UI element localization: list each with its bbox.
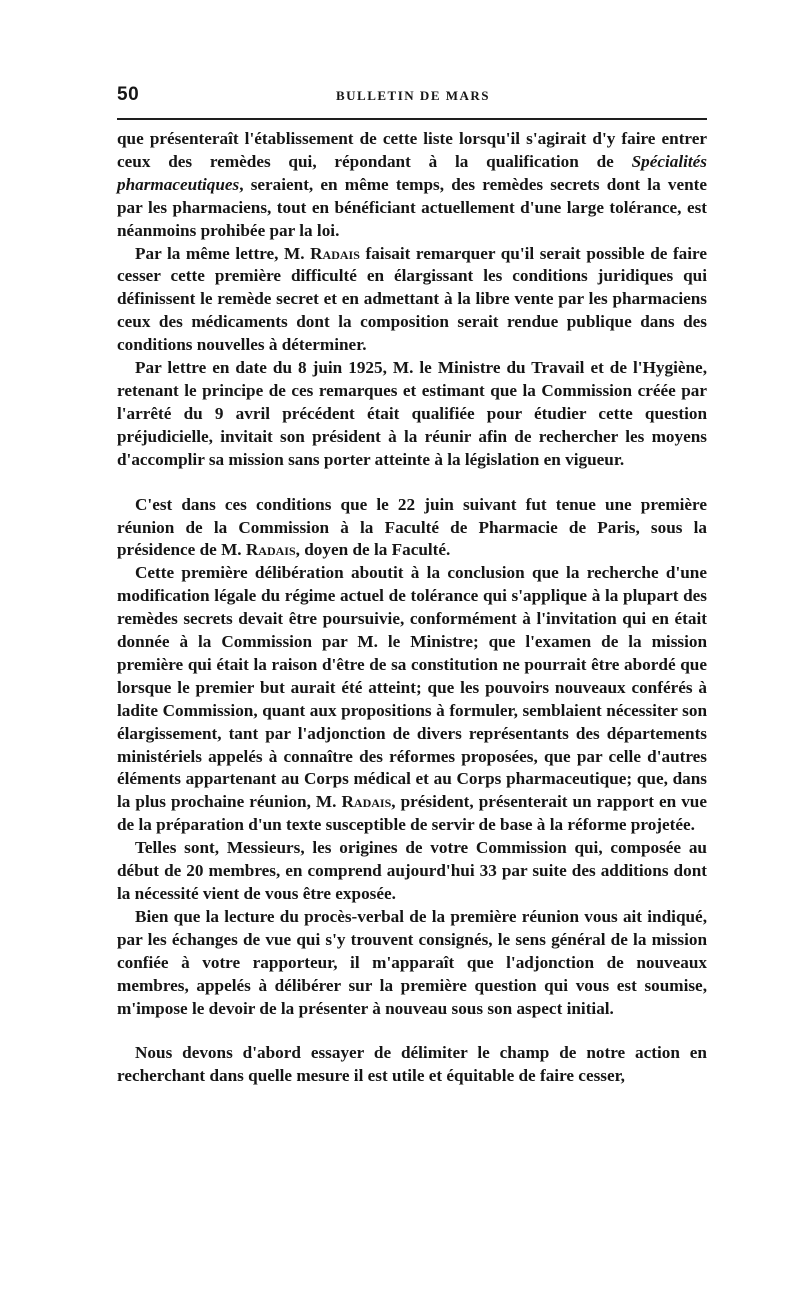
person-name: Radais	[245, 540, 296, 560]
page-header	[117, 84, 709, 112]
paragraph-continued: que présenteraît l'établissement de cette liste lorsqu'il s'agirait d'y faire entrer ceux des remèdes qui, répondant à la qualification de Spécialités pharmaceutiques, seraient, en même temps, des remèdes secrets dont la vente par les pharmaciens, tout en bénéficiant actuellement d'une large tolérance, est néanmoins prohibée par la loi.	[117, 129, 707, 240]
person-name: Radais	[341, 792, 392, 812]
header-rule	[117, 118, 707, 120]
paragraph-radais-remark: Par la même lettre, M. Radais faisait remarquer qu'il serait possible de faire cesser cette première difficulté en élargissant les conditions juridiques qui définissent le remède secret et en admettant à la libre vente par les pharmaciens ceux des médicaments dont la composition serait rendue publique dans des conditions nouvelles à déterminer.	[117, 243, 707, 355]
person-name: Radais	[310, 243, 360, 263]
running-title: BULLETIN DE MARS	[335, 88, 491, 103]
paragraph-deliberation: Cette première délibération aboutit à la conclusion que la recherche d'une modification légale du régime actuel de tolérance qui s'applique à la plupart des remèdes secrets devait être poursuivie, conformément à l'invitation qui en était donnée à la Commission par M. le Ministre; que l'examen de la mission première qui était la raison d'être de sa constitution ne pourrait être abordé que lorsque le premier but aurait été atteint; que les pouvoirs nouveaux conférés à ladite Commission, quant aux propositions à formuler, semblaient nécessiter son élargissement, tant par l'adjonction de divers représentants des départements ministériels appelés à connaître des réformes proposées, que par celle d'autres éléments appartenant au Corps médical et au Corps pharmaceutique; que, dans la plus prochaine réunion, M. Radais, président, présenterait un rapport en vue de la préparation d'un texte susceptible de servir de base à la réforme projetée.	[117, 563, 707, 835]
paragraph-ministry-letter: Par lettre en date du 8 juin 1925, M. le Ministre du Travail et de l'Hygiène, retenant le principe de ces remarques et estimant que la Commission créée par l'arrêté du 9 avril précédent était qualifiée pour étudier cette question préjudicielle, invitait son président à la réunir afin de rechercher les moyens d'accomplir sa mission sans porter atteinte à la législation en vigueur.	[117, 358, 707, 469]
paragraph-commission-origins: Telles sont, Messieurs, les origines de votre Commission qui, composée au début de 20 membres, en comprend aujourd'hui 33 par suite des additions dont la nécessité vient de vous être exposée.	[117, 838, 707, 903]
body-text	[117, 128, 707, 1088]
page-number: 50	[117, 84, 140, 105]
italic-term: Spécialités pharmaceutiques	[117, 151, 707, 194]
paragraph-scope: Nous devons d'abord essayer de délimiter le champ de notre action en recherchant dans quelle mesure il est utile et équitable de faire cesser,	[117, 1043, 707, 1086]
paragraph-rapporteur-mission: Bien que la lecture du procès-verbal de la première réunion vous ait indiqué, par les échanges de vue qui s'y trouvent consignés, le sens général de la mission confiée à votre rapporteur, il m'apparaît que l'adjonction de nouveaux membres, appelés à délibérer sur la première question qui vous est soumise, m'impose le devoir de la présenter à nouveau sous son aspect initial.	[117, 906, 707, 1018]
paragraph-first-meeting: C'est dans ces conditions que le 22 juin suivant fut tenue une première réunion de la Commission à la Faculté de Pharmacie de Paris, sous la présidence de M. Radais, doyen de la Faculté.	[117, 494, 707, 560]
